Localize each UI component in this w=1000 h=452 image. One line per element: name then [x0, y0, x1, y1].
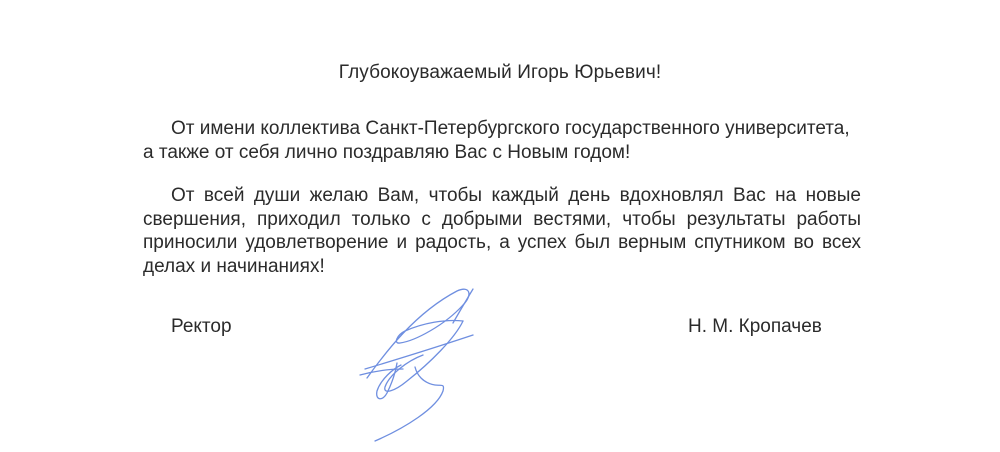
signatory-name: Н. М. Кропачев: [688, 316, 822, 337]
letter-greeting: Глубокоуважаемый Игорь Юрьевич!: [338, 62, 662, 83]
handwritten-signature: [345, 283, 490, 443]
signatory-position: Ректор: [171, 316, 232, 337]
letter-paragraph: От имени коллектива Санкт-Петербургского государственного университета, а также от себя лично поздравляю Вас с Новым годом!: [143, 118, 850, 163]
letter-paragraph: От всей души желаю Вам, чтобы каждый день вдохновлял Вас на новые свершения, приходил только с добрыми вестями, чтобы результаты работы приносили удовлетворение и радость, а успех был верным спутником во всех делах и начинаниях!: [143, 185, 861, 277]
